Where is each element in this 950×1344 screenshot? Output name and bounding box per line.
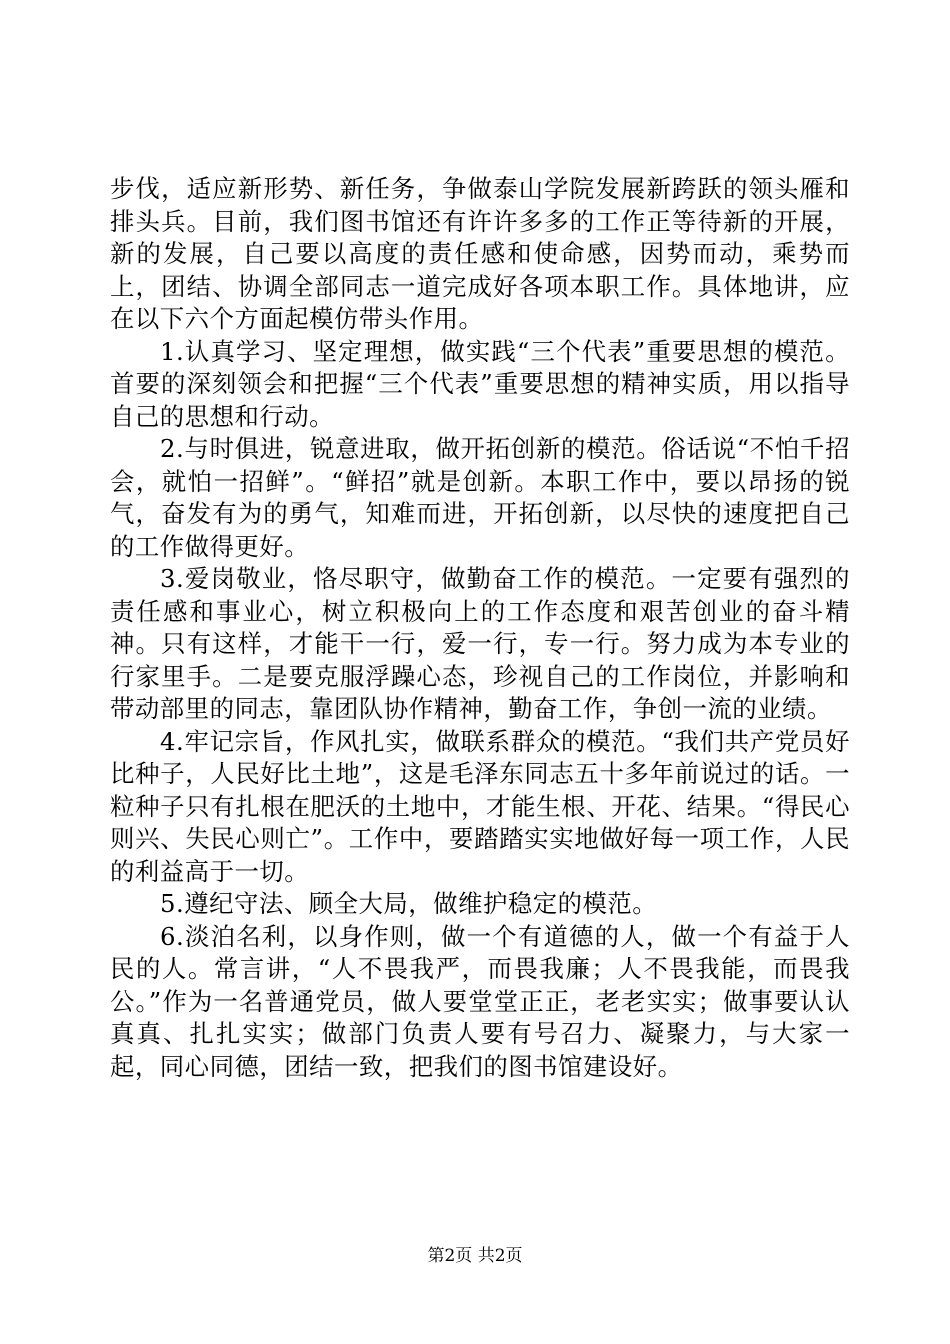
document-body	[110, 173, 850, 1083]
paragraph-continuation: 步伐，适应新形势、新任务，争做泰山学院发展新跨跃的领头雁和排头兵。目前，我们图书馆还有许许多多的工作正等待新的开展，新的发展，自己要以高度的责任感和使命感，因势而动，乘势而上，团结、协调全部同志一道完成好各项本职工作。具体地讲，应在以下六个方面起模仿带头作用。	[110, 174, 850, 333]
paragraph-item-5: 5.遵纪守法、顾全大局，做维护稳定的模范。	[160, 889, 658, 918]
paragraph-item-3: 3.爱岗敬业，恪尽职守，做勤奋工作的模范。一定要有强烈的责任感和事业心，树立积极向上的工作态度和艰苦创业的奋斗精神。只有这样，才能干一行，爱一行，专一行。努力成为本专业的行家里手。二是要克服浮躁心态，珍视自己的工作岗位，并影响和带动部里的同志，靠团队协作精神，勤奋工作，争创一流的业绩。	[110, 564, 850, 723]
paragraph-item-6: 6.淡泊名利，以身作则，做一个有道德的人，做一个有益于人民的人。常言讲，“人不畏我严，而畏我廉；人不畏我能，而畏我公。”作为一名普通党员，做人要堂堂正正，老老实实；做事要认认真真、扎扎实实；做部门负责人要有号召力、凝聚力，与大家一起，同心同德，团结一致，把我们的图书馆建设好。	[110, 921, 850, 1081]
page-footer: 第2页 共2页	[427, 1246, 523, 1266]
paragraph-item-1: 1.认真学习、坚定理想，做实践“三个代表”重要思想的模范。首要的深刻领会和把握“三个代表”重要思想的精神实质，用以指导自己的思想和行动。	[110, 336, 850, 431]
paragraph-item-2: 2.与时俱进，锐意进取，做开拓创新的模范。俗话说“不怕千招会，就怕一招鲜”。“鲜招”就是创新。本职工作中，要以昂扬的锐气，奋发有为的勇气，知难而进，开拓创新，以尽快的速度把自己的工作做得更好。	[110, 434, 850, 561]
paragraph-item-4: 4.牢记宗旨，作风扎实，做联系群众的模范。“我们共产党员好比种子，人民好比土地”，这是毛泽东同志五十多年前说过的话。一粒种子只有扎根在肥沃的土地中，才能生根、开花、结果。“得民心则兴、失民心则亡”。工作中，要踏踏实实地做好每一项工作，人民的利益高于一切。	[110, 726, 850, 886]
